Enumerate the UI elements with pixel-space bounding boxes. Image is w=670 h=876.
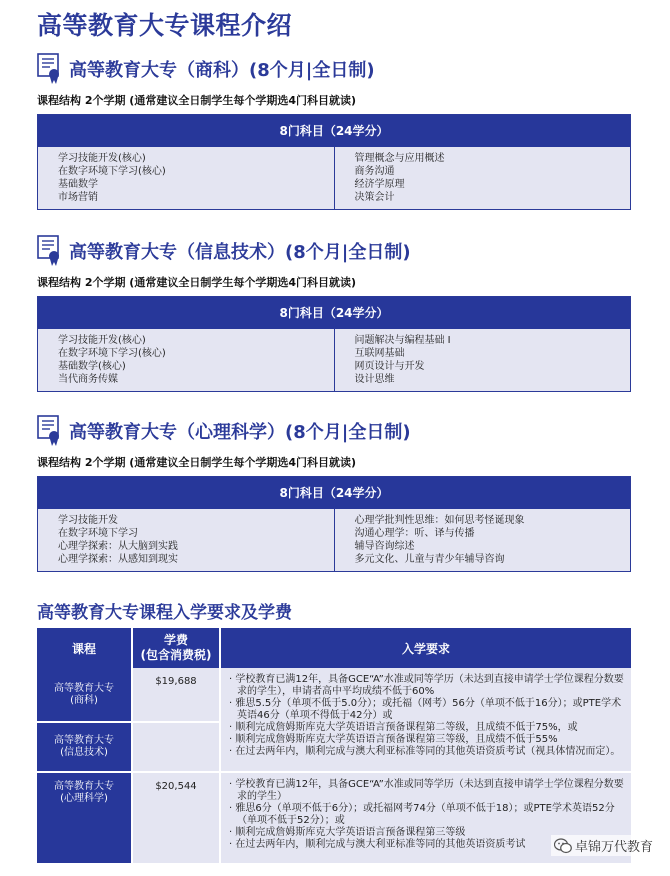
- certificate-icon: [37, 415, 61, 447]
- course-section-business: [37, 52, 631, 210]
- subjects-box: [37, 114, 631, 210]
- watermark-text: 卓锦万代教育: [574, 840, 653, 855]
- subject-item: 市场营销: [58, 192, 98, 203]
- requirements-table: [37, 628, 631, 865]
- subject-item: 经济学原理: [354, 179, 405, 190]
- table-row: [37, 772, 631, 864]
- subject-item: 心理学批判性思维：如何思考怪诞现象: [354, 515, 525, 526]
- subject-item: 沟通心理学：听、译与传播: [354, 528, 475, 539]
- requirement-item: · 在过去两年内，顺利完成与澳大利亚标准等同的其他英语资质考试（视具体情况而定）。: [229, 746, 621, 757]
- subjects-box: [37, 476, 631, 572]
- course-cell: 高等教育大专 (商科): [37, 668, 132, 722]
- fee-cell: $19,688: [132, 668, 220, 722]
- course-section-it: [37, 234, 631, 392]
- subjects-header: 8门科目（24学分）: [38, 297, 630, 329]
- subjects-left: [38, 147, 335, 209]
- requirement-item: · 雅思5.5分（单项不低于5.0分）；或托福（网考）56分（单项不低于16分）；或PTE学术英语46分（单项不得低于42分）或: [229, 698, 622, 721]
- fee-cell: [132, 722, 220, 772]
- course-structure: 课程结构 2个学期 (通常建议全日制学生每个学期选4门科目就读): [37, 94, 357, 107]
- subject-item: 学习技能开发: [58, 515, 118, 526]
- course-structure: 课程结构 2个学期 (通常建议全日制学生每个学期选4门科目就读): [37, 276, 357, 289]
- requirements-cell: [220, 668, 631, 772]
- course-section-psychology: [37, 414, 631, 572]
- requirement-item: · 顺利完成詹姆斯库克大学英语语言预备课程第三等级: [229, 827, 466, 838]
- section-title: 高等教育大专（商科）(8个月|全日制): [69, 60, 375, 81]
- subject-item: 问题解决与编程基础 I: [354, 335, 451, 346]
- wechat-icon: [554, 838, 572, 854]
- requirement-item: · 雅思6分（单项不低于6分）；或托福网考74分（单项不低于18）；或PTE学术英语52分（单项不低于52分）；或: [229, 803, 615, 826]
- header-fee: 学费 (包含消费税): [132, 628, 220, 668]
- subjects-header: 8门科目（24学分）: [38, 477, 630, 509]
- course-cell: 高等教育大专 (心理科学): [37, 772, 132, 864]
- requirement-item: · 在过去两年内，顺利完成与澳大利亚标准等同的其他英语资质考试: [229, 839, 526, 850]
- table-row: [37, 668, 631, 722]
- subject-item: 心理学探索：从感知到现实: [58, 554, 178, 565]
- subject-item: 互联网基础: [354, 348, 405, 359]
- requirement-item: · 顺利完成詹姆斯库克大学英语语言预备课程第三等级，且成绩不低于55%: [229, 734, 558, 745]
- subject-item: 心理学探索：从大脑到实践: [58, 541, 178, 552]
- subjects-right: [335, 147, 631, 209]
- requirement-item: · 顺利完成詹姆斯库克大学英语语言预备课程第二等级，且成绩不低于75%，或: [229, 722, 578, 733]
- subject-item: 学习技能开发(核心): [58, 153, 146, 164]
- certificate-icon: [37, 53, 61, 85]
- requirements-title: 高等教育大专课程入学要求及学费: [37, 603, 292, 623]
- subjects-left: [38, 509, 335, 571]
- subjects-header: 8门科目（24学分）: [38, 115, 630, 147]
- subject-item: 在数字环境下学习: [58, 528, 138, 539]
- subject-item: 辅导咨询综述: [354, 541, 415, 552]
- section-title: 高等教育大专（心理科学）(8个月|全日制): [69, 422, 411, 443]
- subject-item: 网页设计与开发: [354, 361, 425, 372]
- subject-item: 基础数学: [58, 179, 98, 190]
- subject-item: 学习技能开发(核心): [58, 335, 146, 346]
- watermark: [551, 835, 656, 856]
- subject-item: 设计思维: [354, 374, 395, 385]
- page-title: 高等教育大专课程介绍: [37, 11, 293, 40]
- subject-item: 当代商务传媒: [58, 374, 118, 385]
- header-course: 课程: [37, 628, 132, 668]
- requirement-item: · 学校教育已满12年，具备GCE“A”水准或同等学历（未达到直接申请学士学位课程分数要求的学生）: [229, 779, 624, 802]
- course-cell: 高等教育大专 (信息技术): [37, 722, 132, 772]
- subjects-right: [335, 329, 631, 391]
- header-requirements: 入学要求: [220, 628, 631, 668]
- fee-cell: $20,544: [132, 772, 220, 864]
- requirement-item: · 学校教育已满12年，具备GCE“A”水准或同等学历（未达到直接申请学士学位课程分数要求的学生），申请者高中平均成绩不低于60%: [229, 674, 624, 697]
- subject-item: 在数字环境下学习(核心): [58, 166, 166, 177]
- subject-item: 商务沟通: [354, 166, 395, 177]
- certificate-icon: [37, 235, 61, 267]
- subjects-left: [38, 329, 335, 391]
- subject-item: 在数字环境下学习(核心): [58, 348, 166, 359]
- subject-item: 基础数学(核心): [58, 361, 126, 372]
- subject-item: 决策会计: [354, 192, 395, 203]
- subject-item: 管理概念与应用概述: [354, 153, 445, 164]
- subject-item: 多元文化、儿童与青少年辅导咨询: [354, 554, 505, 565]
- course-structure: 课程结构 2个学期 (通常建议全日制学生每个学期选4门科目就读): [37, 456, 357, 469]
- section-title: 高等教育大专（信息技术）(8个月|全日制): [69, 242, 411, 263]
- subjects-box: [37, 296, 631, 392]
- subjects-right: [335, 509, 631, 571]
